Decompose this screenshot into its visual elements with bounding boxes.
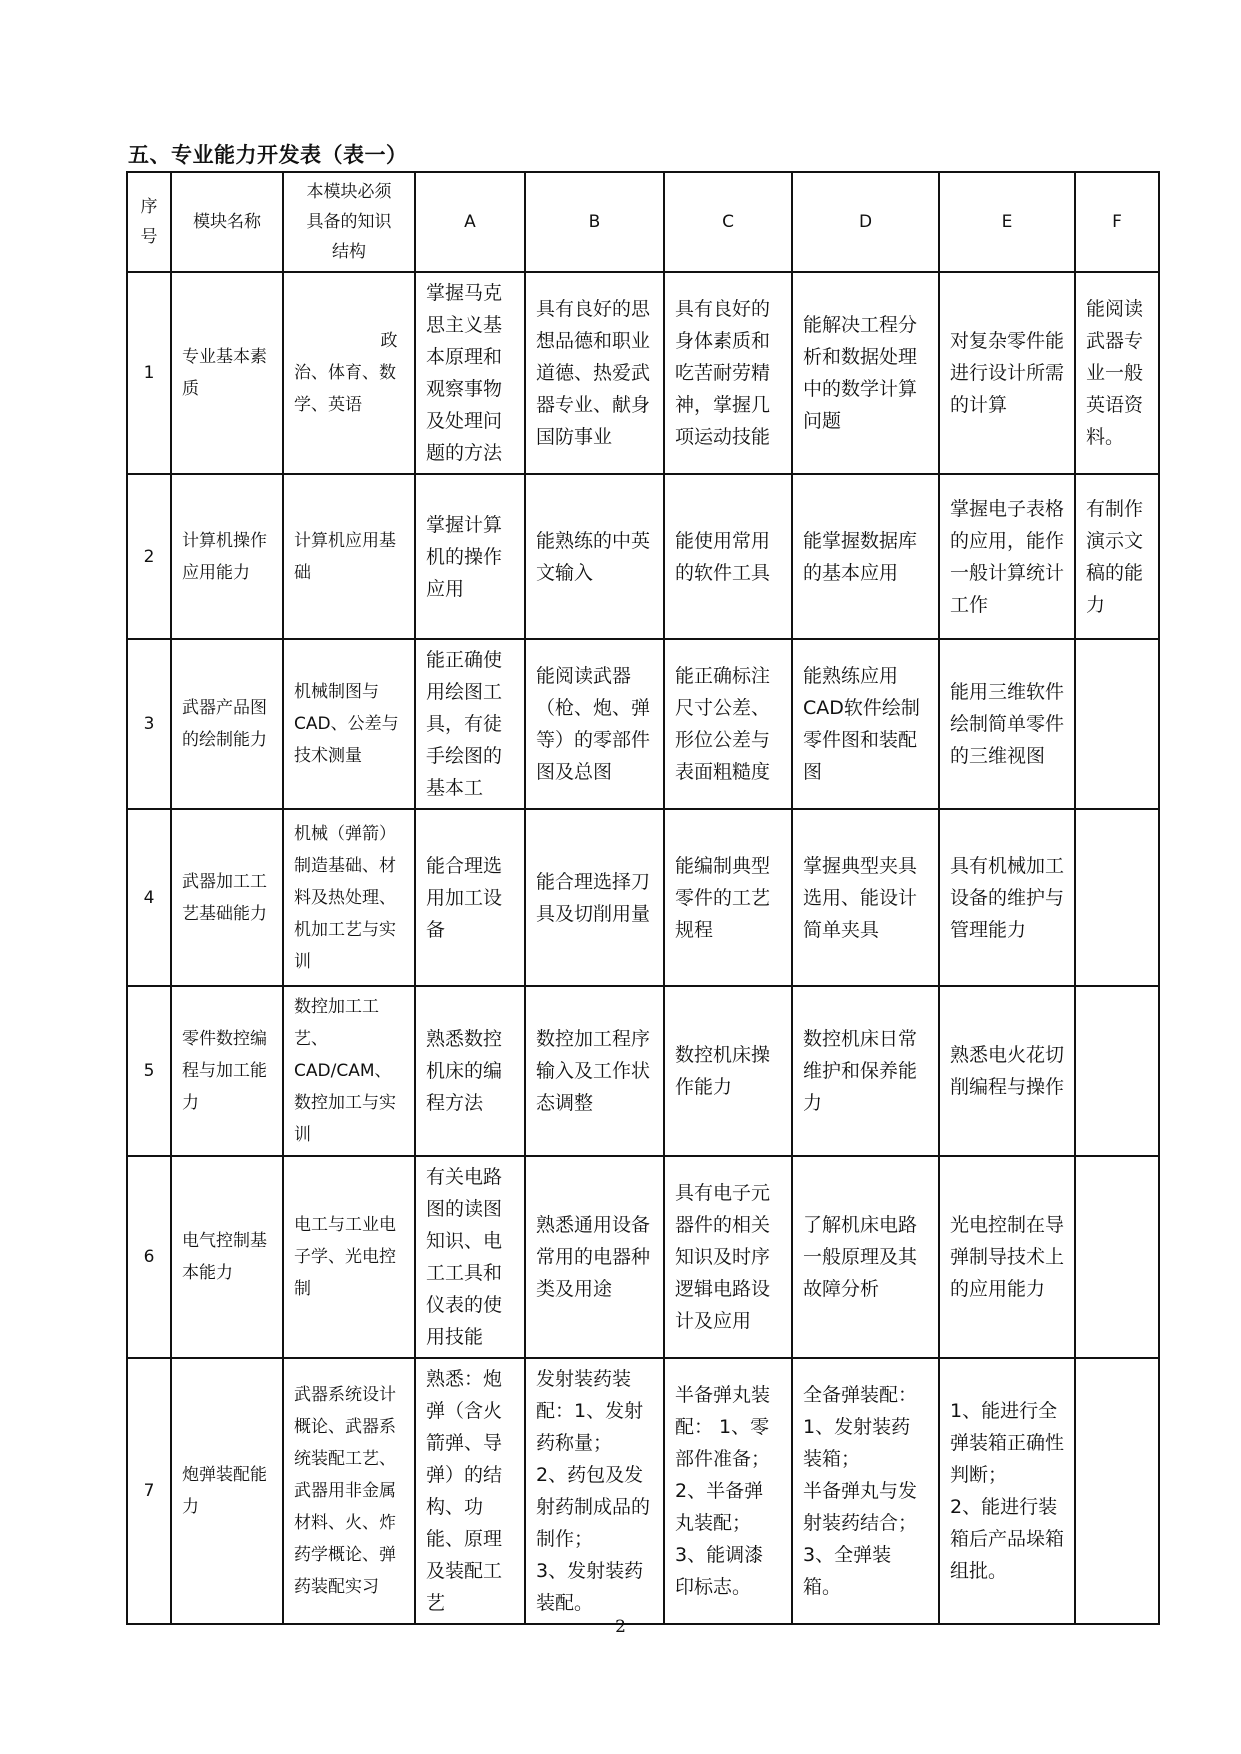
table-row [127, 986, 1159, 1156]
header-f: F [1075, 172, 1159, 272]
row-cell-b: 熟悉通用设备常用的电器种类及用途 [525, 1156, 664, 1358]
row-knowledge: 武器系统设计概论、武器系统装配工艺、武器用非金属材料、火、炸药学概论、弹药装配实习 [283, 1358, 415, 1624]
row-index: 5 [127, 986, 171, 1156]
row-cell-f [1075, 809, 1159, 986]
row-cell-e: 1、能进行全弹装箱正确性判断； 2、能进行装箱后产品垛箱组批。 [939, 1358, 1075, 1624]
table-row [127, 809, 1159, 986]
row-cell-c: 具有良好的身体素质和吃苦耐劳精神，掌握几项运动技能 [664, 272, 792, 474]
row-cell-b: 具有良好的思想品德和职业道德、热爱武器专业、献身国防事业 [525, 272, 664, 474]
row-index: 7 [127, 1358, 171, 1624]
row-cell-e: 具有机械加工设备的维护与管理能力 [939, 809, 1075, 986]
row-cell-e: 熟悉电火花切削编程与操作 [939, 986, 1075, 1156]
row-cell-c: 具有电子元器件的相关知识及时序逻辑电路设计及应用 [664, 1156, 792, 1358]
row-index: 4 [127, 809, 171, 986]
row-cell-c: 能正确标注尺寸公差、形位公差与表面粗糙度 [664, 639, 792, 809]
row-cell-a: 掌握计算机的操作应用 [415, 474, 525, 639]
row-module: 炮弹装配能力 [171, 1358, 283, 1624]
row-cell-b: 发射装药装配：1、发射药称量； 2、药包及发射药制成品的制作； 3、发射装药装配。 [525, 1358, 664, 1624]
row-index: 6 [127, 1156, 171, 1358]
row-cell-a: 熟悉：炮弹（含火箭弹、导弹）的结构、功能、原理及装配工艺 [415, 1358, 525, 1624]
row-knowledge: 政治、体育、数学、英语 [283, 272, 415, 474]
table-row [127, 1156, 1159, 1358]
row-cell-e: 能用三维软件绘制简单零件的三维视图 [939, 639, 1075, 809]
row-cell-c: 数控机床操作能力 [664, 986, 792, 1156]
row-cell-f [1075, 1358, 1159, 1624]
header-e: E [939, 172, 1075, 272]
row-cell-a: 能合理选用加工设备 [415, 809, 525, 986]
row-cell-c: 能使用常用的软件工具 [664, 474, 792, 639]
row-index: 1 [127, 272, 171, 474]
table-row [127, 639, 1159, 809]
row-module: 计算机操作应用能力 [171, 474, 283, 639]
row-knowledge: 机械制图与CAD、公差与技术测量 [283, 639, 415, 809]
row-module: 武器产品图的绘制能力 [171, 639, 283, 809]
row-cell-a: 能正确使用绘图工具，有徒手绘图的基本工 [415, 639, 525, 809]
page-title: 五、专业能力开发表（表一） [128, 143, 408, 167]
row-module: 专业基本素质 [171, 272, 283, 474]
row-cell-b: 能合理选择刀具及切削用量 [525, 809, 664, 986]
header-d: D [792, 172, 939, 272]
row-cell-d: 数控机床日常维护和保养能力 [792, 986, 939, 1156]
row-index: 2 [127, 474, 171, 639]
row-module: 零件数控编程与加工能力 [171, 986, 283, 1156]
row-cell-d: 掌握典型夹具选用、能设计简单夹具 [792, 809, 939, 986]
header-knowledge: 本模块必须 具备的知识 结构 [283, 172, 415, 272]
page-number: 2 [615, 1617, 626, 1637]
row-cell-f [1075, 986, 1159, 1156]
table-row [127, 272, 1159, 474]
row-cell-b: 能阅读武器（枪、炮、弹等）的零部件图及总图 [525, 639, 664, 809]
header-b: B [525, 172, 664, 272]
header-row [127, 172, 1159, 272]
header-c: C [664, 172, 792, 272]
row-module: 电气控制基本能力 [171, 1156, 283, 1358]
row-module: 武器加工工艺基础能力 [171, 809, 283, 986]
row-cell-d: 能掌握数据库的基本应用 [792, 474, 939, 639]
row-cell-c: 半备弹丸装配： 1、零部件准备； 2、半备弹丸装配； 3、能调漆印标志。 [664, 1358, 792, 1624]
row-cell-d: 全备弹装配： 1、发射装药装箱； 半备弹丸与发射装药结合； 3、全弹装箱。 [792, 1358, 939, 1624]
row-cell-e: 掌握电子表格的应用，能作一般计算统计工作 [939, 474, 1075, 639]
table-row [127, 1358, 1159, 1624]
table-row [127, 474, 1159, 639]
header-module: 模块名称 [171, 172, 283, 272]
row-cell-f: 能阅读武器专业一般英语资料。 [1075, 272, 1159, 474]
row-cell-e: 对复杂零件能进行设计所需的计算 [939, 272, 1075, 474]
row-cell-a: 掌握马克思主义基本原理和观察事物及处理问题的方法 [415, 272, 525, 474]
header-index: 序 号 [127, 172, 171, 272]
row-index: 3 [127, 639, 171, 809]
row-cell-f [1075, 639, 1159, 809]
row-cell-a: 熟悉数控机床的编程方法 [415, 986, 525, 1156]
row-knowledge: 数控加工工艺、CAD/CAM、数控加工与实训 [283, 986, 415, 1156]
row-cell-f [1075, 1156, 1159, 1358]
row-cell-f: 有制作演示文稿的能力 [1075, 474, 1159, 639]
row-cell-b: 能熟练的中英文输入 [525, 474, 664, 639]
row-knowledge: 电工与工业电子学、光电控制 [283, 1156, 415, 1358]
row-cell-b: 数控加工程序输入及工作状态调整 [525, 986, 664, 1156]
row-cell-d: 能解决工程分析和数据处理中的数学计算问题 [792, 272, 939, 474]
row-cell-c: 能编制典型零件的工艺规程 [664, 809, 792, 986]
ability-table [126, 171, 1160, 1625]
row-knowledge: 计算机应用基础 [283, 474, 415, 639]
row-cell-d: 了解机床电路一般原理及其故障分析 [792, 1156, 939, 1358]
row-knowledge: 机械（弹箭）制造基础、材料及热处理、机加工艺与实训 [283, 809, 415, 986]
header-a: A [415, 172, 525, 272]
row-cell-e: 光电控制在导弹制导技术上的应用能力 [939, 1156, 1075, 1358]
row-cell-d: 能熟练应用CAD软件绘制零件图和装配图 [792, 639, 939, 809]
row-cell-a: 有关电路图的读图知识、电工工具和仪表的使用技能 [415, 1156, 525, 1358]
